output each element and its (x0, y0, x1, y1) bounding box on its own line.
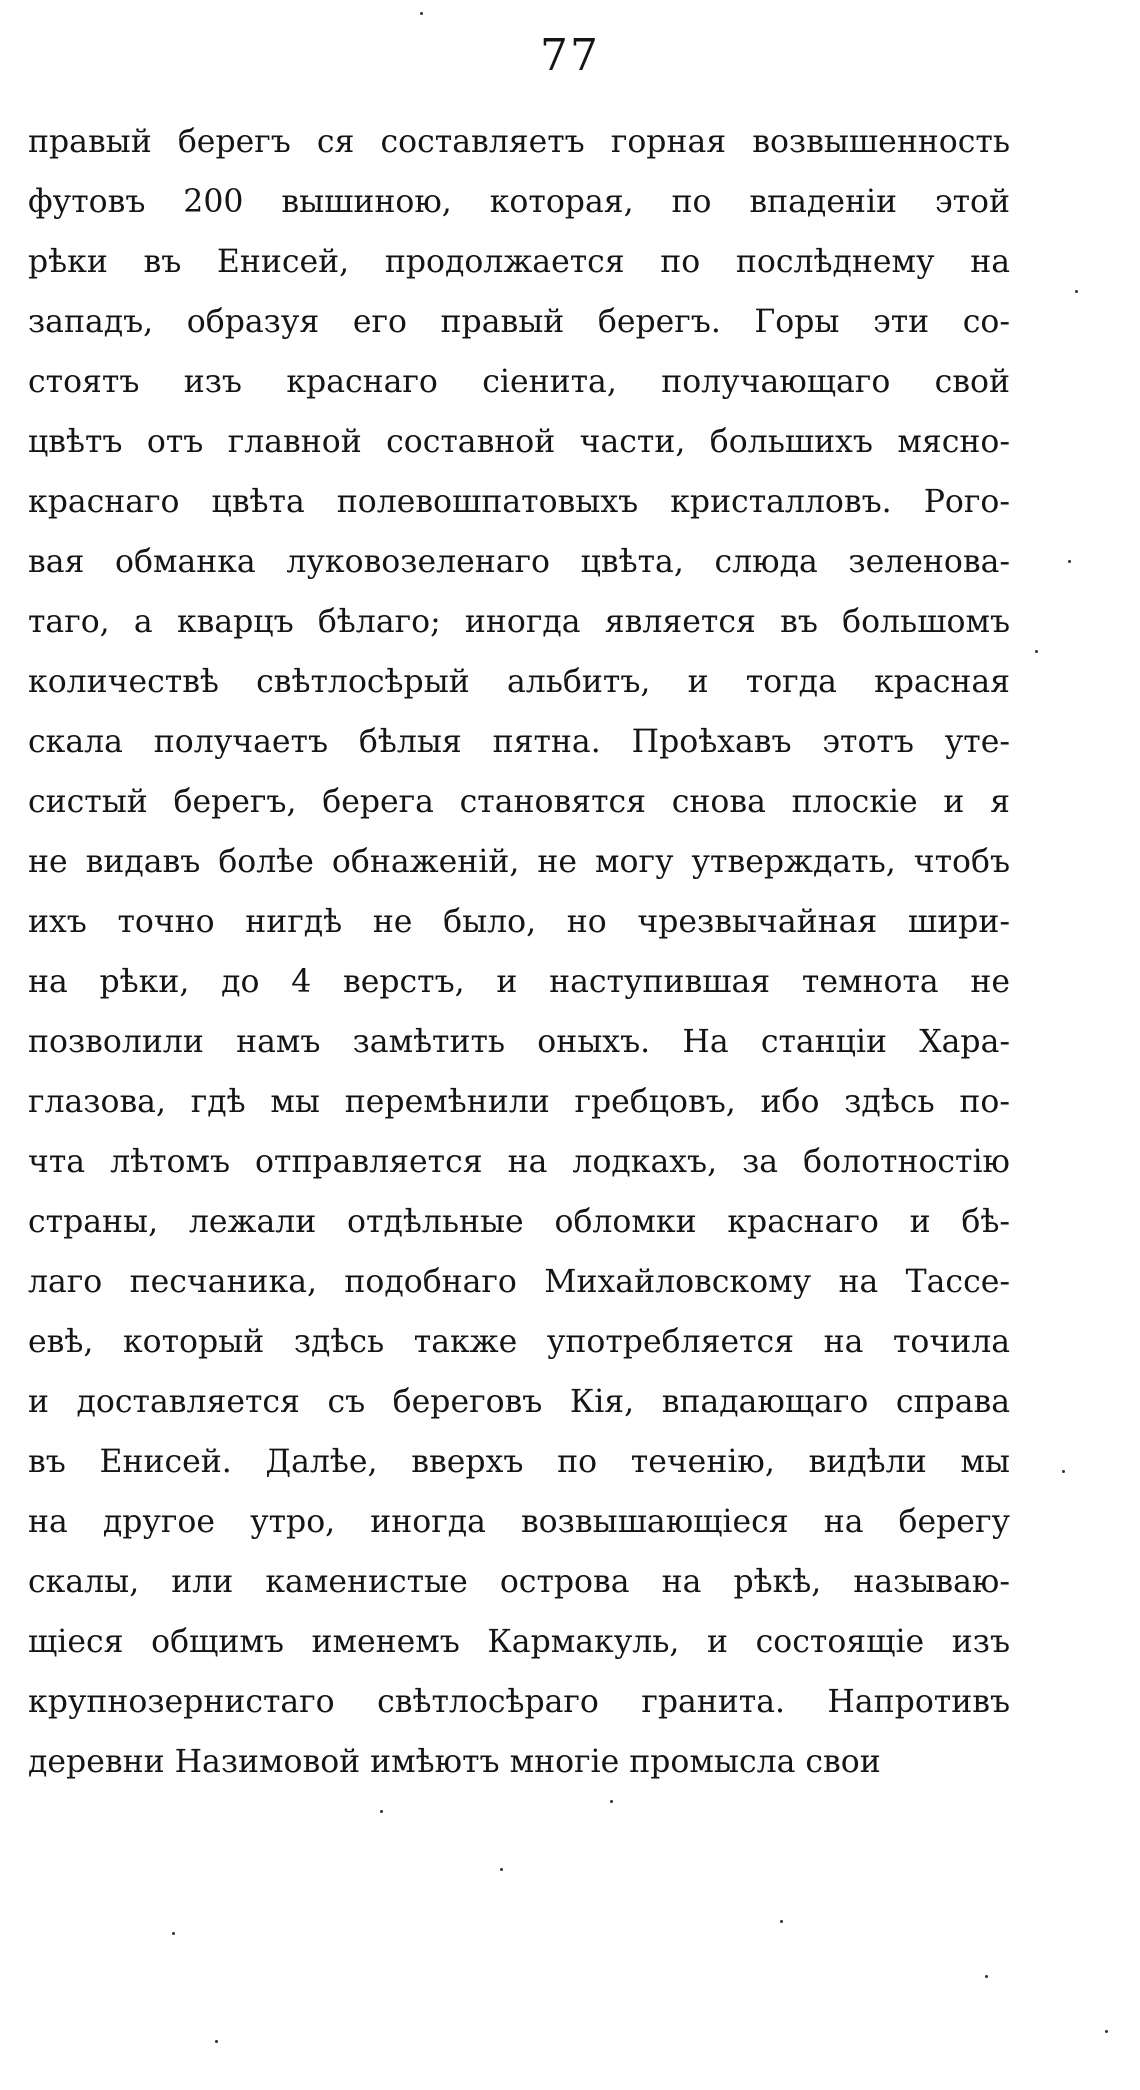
text-line: деревни Назимовой имѣютъ многіе промысла свои (28, 1744, 881, 1780)
scan-speck (380, 1810, 383, 1813)
text-line: скала получаетъ бѣлыя пятна. Проѣхавъ этотъ уте- (28, 724, 1010, 760)
text-line: на другое утро, иногда возвышающіеся на берегу (28, 1504, 1010, 1540)
scan-speck (1035, 650, 1038, 653)
text-line: ихъ точно нигдѣ не было, но чрезвычайная шири- (28, 904, 1010, 940)
scan-speck (1068, 560, 1071, 563)
scan-speck (215, 2040, 218, 2043)
text-line: краснаго цвѣта полевошпатовыхъ кристалловъ. Рого- (28, 484, 1010, 520)
scan-speck (780, 1920, 783, 1923)
text-line: чта лѣтомъ отправляется на лодкахъ, за болотностію (28, 1144, 1010, 1180)
text-line: рѣки въ Енисей, продолжается по послѣднему на (28, 244, 1010, 280)
text-line: стоятъ изъ краснаго сіенита, получающаго свой (28, 364, 1010, 400)
text-line: таго, а кварцъ бѣлаго; иногда является въ большомъ (28, 604, 1010, 640)
text-line: крупнозернистаго свѣтлосѣраго гранита. Напротивъ (28, 1684, 1010, 1720)
text-line: глазова, гдѣ мы перемѣнили гребцовъ, ибо здѣсь по- (28, 1084, 1010, 1120)
scan-speck (1062, 1470, 1065, 1473)
text-line: щіеся общимъ именемъ Кармакуль, и состоящіе изъ (28, 1624, 1010, 1660)
text-line: не видавъ болѣе обнаженій, не могу утверждать, чтобъ (28, 844, 1010, 880)
text-line: правый берегъ ся составляетъ горная возвышенность (28, 124, 1010, 160)
scan-speck (500, 1868, 503, 1871)
text-line: евѣ, который здѣсь также употребляется на точила (28, 1324, 1010, 1360)
text-line: лаго песчаника, подобнаго Михайловскому на Тассе- (28, 1264, 1010, 1300)
scan-speck (610, 1800, 613, 1803)
text-line: количествѣ свѣтлосѣрый альбитъ, и тогда красная (28, 664, 1010, 700)
text-line: футовъ 200 вышиною, которая, по впаденіи этой (28, 184, 1010, 220)
text-line: западъ, образуя его правый берегъ. Горы эти со- (28, 304, 1010, 340)
body-text (28, 112, 1010, 1792)
text-line: страны, лежали отдѣльные обломки краснаго и бѣ- (28, 1204, 1010, 1240)
text-line: и доставляется съ береговъ Кія, впадающаго справа (28, 1384, 1010, 1420)
text-line: цвѣтъ отъ главной составной части, большихъ мясно- (28, 424, 1010, 460)
text-line: вая обманка луковозеленаго цвѣта, слюда зеленова- (28, 544, 1010, 580)
text-line: систый берегъ, берега становятся снова плоскіе и я (28, 784, 1010, 820)
scan-speck (1105, 2030, 1108, 2033)
text-line: скалы, или каменистые острова на рѣкѣ, называю- (28, 1564, 1010, 1600)
scan-speck (420, 12, 423, 15)
scan-speck (1075, 290, 1078, 293)
text-line: на рѣки, до 4 верстъ, и наступившая темнота не (28, 964, 1010, 1000)
scan-speck (985, 1975, 988, 1978)
scan-speck (172, 1932, 175, 1935)
text-line: позволили намъ замѣтить оныхъ. На станціи Хара- (28, 1024, 1010, 1060)
text-line: въ Енисей. Далѣе, вверхъ по теченію, видѣли мы (28, 1444, 1010, 1480)
page-number: 77 (540, 30, 600, 81)
